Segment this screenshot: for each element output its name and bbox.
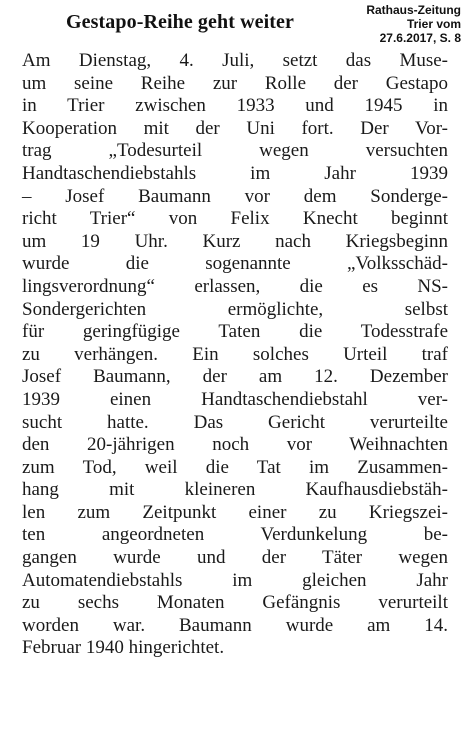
article-line: Handtaschendiebstahls im Jahr 1939 <box>22 162 448 184</box>
article-line: in Trier zwischen 1933 und 1945 in <box>22 95 448 117</box>
article-line: lingsverordnung“ erlassen, die es NS- <box>22 275 448 297</box>
article-line: zu sechs Monaten Gefängnis verurteilt <box>22 592 448 614</box>
article-line: Am Dienstag, 4. Juli, setzt das Muse- <box>22 50 448 71</box>
article-line: Kooperation mit der Uni fort. Der Vor- <box>22 117 448 139</box>
article-line: hang mit kleineren Kaufhausdiebstäh- <box>22 479 448 501</box>
article-line: um seine Reihe zur Rolle der Gestapo <box>22 72 448 94</box>
article-line: worden war. Baumann wurde am 14. <box>22 614 448 636</box>
article-line: für geringfügige Taten die Todesstrafe <box>22 321 448 343</box>
article-line: Februar 1940 hingerichtet. <box>22 637 225 659</box>
source-line-publication: Rathaus-Zeitung <box>366 3 461 17</box>
article-line: – Josef Baumann vor dem Sonderge- <box>22 185 448 207</box>
article-line: Sondergerichten ermöglichte, selbst <box>22 298 448 320</box>
article-line: richt Trier“ von Felix Knecht beginnt <box>22 208 448 230</box>
article-line: Josef Baumann, der am 12. Dezember <box>22 366 448 388</box>
article-line: gangen wurde und der Täter wegen <box>22 547 448 569</box>
article-headline: Gestapo-Reihe geht weiter <box>66 11 294 33</box>
article-body <box>22 50 448 660</box>
article-line: ten angeordneten Verdunkelung be- <box>22 524 448 546</box>
article-line: den 20-jährigen noch vor Weihnachten <box>22 434 448 456</box>
article-line: trag „Todesurteil wegen versuchten <box>22 140 448 162</box>
article-line: sucht hatte. Das Gericht verurteilte <box>22 411 448 433</box>
article-line: wurde die sogenannte „Volksschäd- <box>22 253 448 275</box>
article-line: zum Tod, weil die Tat im Zusammen- <box>22 456 448 478</box>
article-line: 1939 einen Handtaschendiebstahl ver- <box>22 388 448 410</box>
article-line: Automatendiebstahls im gleichen Jahr <box>22 569 448 591</box>
article-line: len zum Zeitpunkt einer zu Kriegszei- <box>22 501 448 523</box>
article-line: zu verhängen. Ein solches Urteil traf <box>22 343 448 365</box>
source-line-date-page: 27.6.2017, S. 8 <box>379 31 461 45</box>
source-citation <box>349 3 461 45</box>
article-line: um 19 Uhr. Kurz nach Kriegsbeginn <box>22 230 448 252</box>
source-line-city: Trier vom <box>406 17 461 31</box>
